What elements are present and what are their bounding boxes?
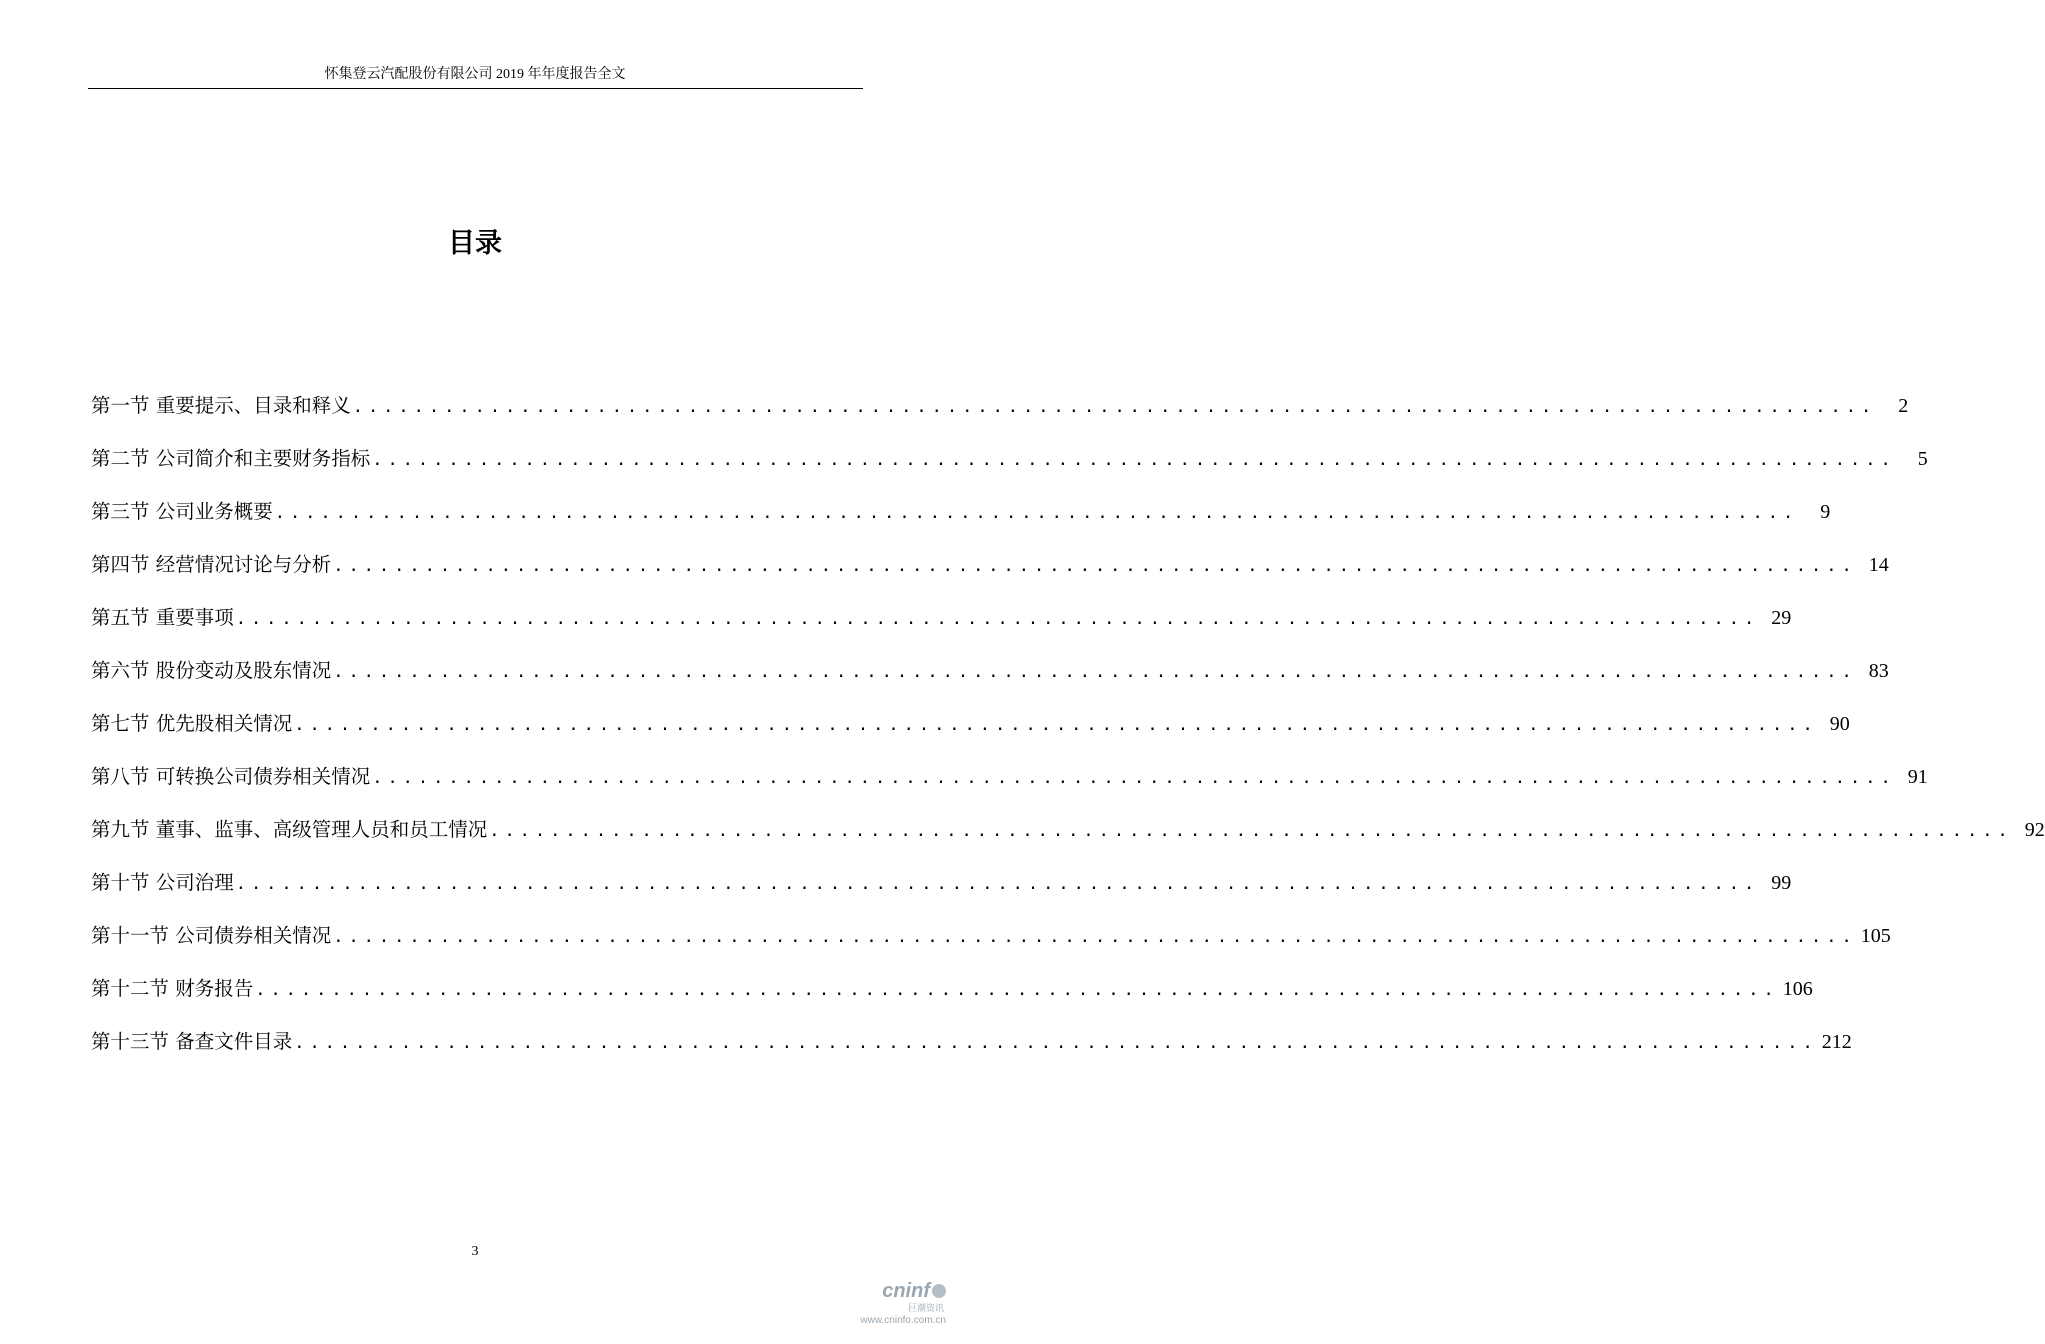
page-title: 目录: [448, 228, 502, 259]
toc-entry-page: 9: [1820, 501, 1831, 523]
toc-leader-dots: ....................................................................................................: [352, 397, 1877, 417]
toc-entry-label: 第五节 重要事项: [91, 606, 234, 629]
toc-entry-label: 第一节 重要提示、目录和释义: [91, 394, 351, 417]
toc-entry[interactable]: [91, 973, 1813, 1026]
toc-entry[interactable]: [91, 814, 2045, 867]
toc-entry-page: 106: [1782, 978, 1813, 1000]
toc-entry-label: 第十二节 财务报告: [91, 977, 254, 1000]
toc-entry-label: 第二节 公司简介和主要财务指标: [91, 447, 371, 470]
toc-leader-dots: ....................................................................................................: [235, 609, 1760, 629]
toc-entry-label: 第十一节 公司债券相关情况: [91, 924, 332, 947]
toc-entry[interactable]: [91, 920, 1891, 973]
toc-entry[interactable]: [91, 496, 1831, 549]
toc-entry-label: 第八节 可转换公司债券相关情况: [91, 765, 371, 788]
toc-leader-dots: ....................................................................................................: [372, 450, 1896, 470]
toc-entry[interactable]: [91, 867, 1792, 920]
toc-entry-page: 92: [2024, 819, 2045, 841]
toc-entry-page: 2: [1898, 395, 1909, 417]
toc-entry[interactable]: [91, 1026, 1852, 1079]
toc-entry-page: 14: [1868, 554, 1889, 576]
toc-entry[interactable]: [91, 390, 1909, 443]
toc-entry-label: 第六节 股份变动及股东情况: [91, 659, 332, 682]
watermark-logo-icon: [932, 1284, 946, 1298]
toc-entry-page: 29: [1771, 607, 1792, 629]
toc-leader-dots: ....................................................................................................: [255, 980, 1779, 1000]
toc-entry-page: 90: [1829, 713, 1850, 735]
toc-entry[interactable]: [91, 655, 1889, 708]
toc-entry-label: 第十节 公司治理: [91, 871, 234, 894]
cninfo-watermark: [850, 1280, 946, 1336]
toc-leader-dots: ....................................................................................................: [235, 874, 1760, 894]
toc-entry[interactable]: [91, 602, 1792, 655]
toc-leader-dots: ....................................................................................................: [489, 821, 2013, 841]
toc-entry[interactable]: [91, 549, 1889, 602]
toc-leader-dots: ....................................................................................................: [333, 927, 1857, 947]
toc-entry-label: 第九节 董事、监事、高级管理人员和员工情况: [91, 818, 488, 841]
page-number: 3: [471, 1244, 479, 1259]
table-of-contents: [91, 390, 2045, 1079]
toc-entry-label: 第四节 经营情况讨论与分析: [91, 553, 332, 576]
toc-entry-page: 105: [1860, 925, 1891, 947]
toc-entry-page: 99: [1771, 872, 1792, 894]
toc-leader-dots: ....................................................................................................: [294, 1033, 1818, 1053]
toc-leader-dots: ....................................................................................................: [333, 556, 1857, 576]
toc-leader-dots: ....................................................................................................: [372, 768, 1896, 788]
toc-leader-dots: ....................................................................................................: [333, 662, 1857, 682]
toc-leader-dots: ....................................................................................................: [294, 715, 1818, 735]
toc-entry-page: 212: [1821, 1031, 1852, 1053]
watermark-url: www.cninfo.com.cn: [860, 1315, 946, 1326]
watermark-logo: [850, 1280, 946, 1302]
toc-entry-page: 91: [1907, 766, 1928, 788]
watermark-subtitle: 巨潮资讯: [907, 1303, 944, 1313]
toc-entry[interactable]: [91, 761, 1928, 814]
toc-entry[interactable]: [91, 443, 1928, 496]
toc-entry[interactable]: [91, 708, 1850, 761]
toc-entry-label: 第十三节 备查文件目录: [91, 1030, 293, 1053]
toc-entry-label: 第七节 优先股相关情况: [91, 712, 293, 735]
toc-entry-label: 第三节 公司业务概要: [91, 500, 273, 523]
watermark-logo-text: cninf: [882, 1280, 930, 1302]
toc-leader-dots: ....................................................................................................: [274, 503, 1799, 523]
toc-entry-page: 83: [1868, 660, 1889, 682]
toc-entry-page: 5: [1917, 448, 1928, 470]
header-rule: [88, 88, 863, 89]
running-header: 怀集登云汽配股份有限公司 2019 年年度报告全文: [324, 67, 626, 82]
